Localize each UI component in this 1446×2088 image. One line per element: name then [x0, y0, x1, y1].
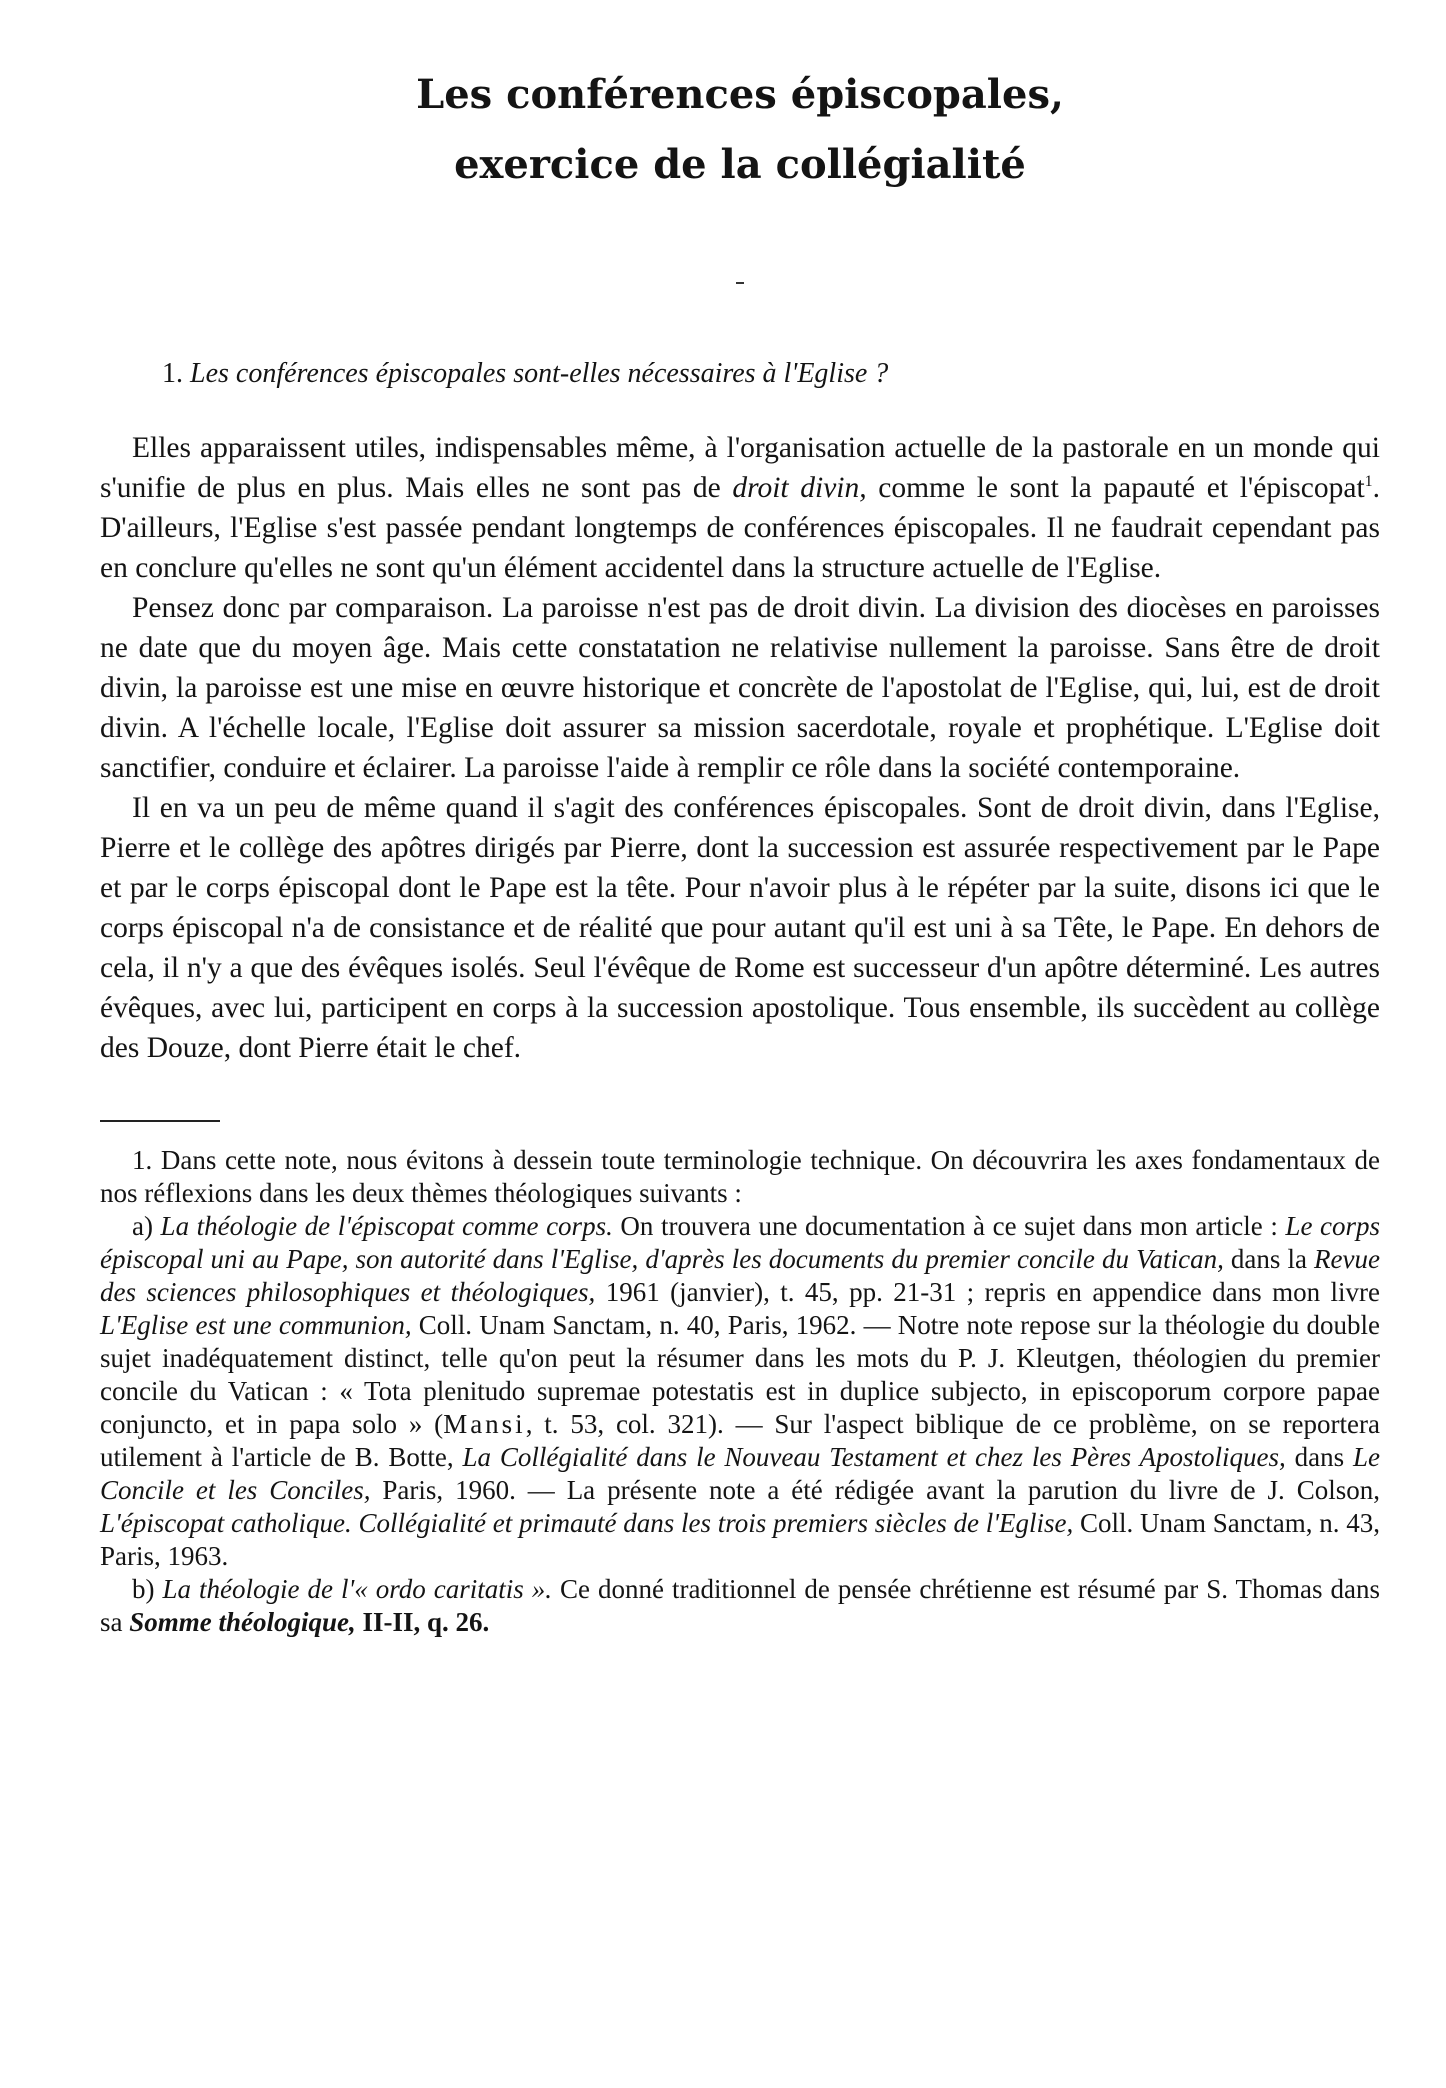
- title-separator: [736, 282, 744, 284]
- footnote-ref-1: 1: [1364, 473, 1373, 491]
- footnote-1-b: [100, 1573, 1380, 1639]
- footnote-a-botte: Botte: [388, 1442, 447, 1472]
- paragraph-1-text-d: . D'ailleurs, l'Eglise s'est passée pendant longtemps de conférences épiscopales. Il ne faudrait cependant pas en conclure qu'elles ne sont qu'un élément accidentel dans la structure actuelle de l'Eglise.: [100, 472, 1381, 584]
- footnote-1-intro: 1. Dans cette note, nous évitons à dessein toute terminologie technique. On découvrira les axes fondamentaux de nos réflexions dans les deux thèmes théologiques suivants :: [100, 1145, 1380, 1208]
- footnote-b-somme: Somme théologique,: [129, 1607, 356, 1637]
- paragraph-2: Pensez donc par comparaison. La paroisse n'est pas de droit divin. La division des diocèses en paroisses ne date que du moyen âge. Mais cette constatation ne relativise nullement la paroisse. Sans être de droit divin, la paroisse est une mise en œuvre historique et concrète de l'apostolat de l'Eglise, qui, lui, est de droit divin. A l'échelle locale, l'Eglise doit assurer sa mission sacerdotale, royale et prophétique. L'Eglise doit sanctifier, conduire et éclairer. La paroisse l'aide à remplir ce rôle dans la société contemporaine.: [100, 592, 1380, 784]
- footnote-a-concile: Le Concile et les Conciles,: [100, 1442, 1381, 1505]
- footnote-b-text-1: Ce donné traditionnel de pensée chrétienne est résumé par S. Thomas dans sa: [100, 1574, 1380, 1637]
- footnote-a-label: a): [132, 1211, 161, 1241]
- document-page: [100, 60, 1380, 1639]
- footnote-a-text-2: dans la: [1223, 1244, 1315, 1274]
- title-line-2: exercice de la collégialité: [454, 141, 1026, 188]
- title-line-1: Les conférences épiscopales,: [416, 71, 1064, 118]
- paragraph-1: [100, 428, 1380, 588]
- article-title: [100, 60, 1380, 200]
- footnote-a-colson: Colson: [1296, 1475, 1374, 1505]
- footnote-a-text-1: On trouvera une documentation à ce sujet dans mon article :: [612, 1211, 1286, 1241]
- footnotes: [100, 1144, 1380, 1639]
- footnote-b-text-2: II-II, q. 26.: [355, 1607, 490, 1637]
- paragraph-1-text-c: comme le sont la papauté et l'épiscopat: [866, 472, 1365, 504]
- footnote-a-title: La théologie de l'épiscopat comme corps.: [160, 1211, 613, 1241]
- footnote-b-label: b): [132, 1574, 163, 1604]
- footnote-a-text-3: 1961 (janvier), t. 45, pp. 21-31 ; repris en appendice dans mon livre: [595, 1277, 1380, 1307]
- footnote-separator: [100, 1120, 220, 1122]
- footnote-a-article: Le corps épiscopal uni au Pape, son autorité dans l'Eglise, d'après les documents du premier concile du Vatican,: [100, 1211, 1380, 1274]
- section-number: 1.: [162, 358, 183, 389]
- footnote-a-collegialite: La Collégialité dans le Nouveau Testament et chez les Pères Apostoliques,: [462, 1442, 1286, 1472]
- footnote-a-text-7: dans: [1285, 1442, 1354, 1472]
- section-title: Les conférences épiscopales sont-elles nécessaires à l'Eglise ?: [190, 358, 889, 389]
- footnote-a-text-5: , t. 53, col. 321). — Sur l'aspect biblique de ce problème, on se reportera utilement à l'article de B.: [100, 1409, 1380, 1472]
- section-heading: [162, 356, 1380, 392]
- body-text: [100, 428, 1380, 1068]
- footnote-a-mansi: Mansi: [443, 1409, 526, 1439]
- footnote-a-revue: Revue des sciences philosophiques et théologiques,: [100, 1244, 1380, 1307]
- footnote-a-text-4: Coll. Unam Sanctam, n. 40, Paris, 1962. — Notre note repose sur la théologie du double sujet inadéquatement distinct, telle qu'on peut la résumer dans les mots du P. J. Kleutgen, théologien du premier concile du Vatican : « Tota plenitudo supremae potestatis est in duplice subjecto, in episcoporum corpore papae conjuncto, et in papa solo » (: [100, 1310, 1380, 1439]
- footnote-a-text-9: ,: [1373, 1475, 1380, 1505]
- footnote-a-livre: L'Eglise est une communion,: [100, 1310, 412, 1340]
- footnote-b-title: La théologie de l'« ordo caritatis ».: [162, 1574, 552, 1604]
- footnote-a-text-10: Coll. Unam Sanctam, n. 43, Paris, 1963.: [100, 1508, 1380, 1571]
- footnote-a-text-6: ,: [446, 1442, 463, 1472]
- footnote-a-text-8: Paris, 1960. — La présente note a été rédigée avant la parution du livre de J.: [370, 1475, 1297, 1505]
- paragraph-1-text-a: Elles apparaissent utiles, indispensables même, à l'organisation actuelle de la pastorale en un monde qui s'unifie de plus en plus. Mais elles ne sont pas de: [100, 432, 1380, 504]
- footnote-1-a: [100, 1210, 1380, 1573]
- paragraph-1-emphasis: droit divin,: [732, 472, 867, 504]
- footnote-a-episcopat: L'épiscopat catholique. Collégialité et primauté dans les trois premiers siècles de l'Eglise,: [100, 1508, 1074, 1538]
- paragraph-3: Il en va un peu de même quand il s'agit des conférences épiscopales. Sont de droit divin, dans l'Eglise, Pierre et le collège des apôtres dirigés par Pierre, dont la succession est assurée respectivement par le Pape et par le corps épiscopal dont le Pape est la tête. Pour n'avoir plus à le répéter par la suite, disons ici que le corps épiscopal n'a de consistance et de réalité que pour autant qu'il est uni à sa Tête, le Pape. En dehors de cela, il n'y a que des évêques isolés. Seul l'évêque de Rome est successeur d'un apôtre déterminé. Les autres évêques, avec lui, participent en corps à la succession apostolique. Tous ensemble, ils succèdent au collège des Douze, dont Pierre était le chef.: [100, 792, 1380, 1064]
